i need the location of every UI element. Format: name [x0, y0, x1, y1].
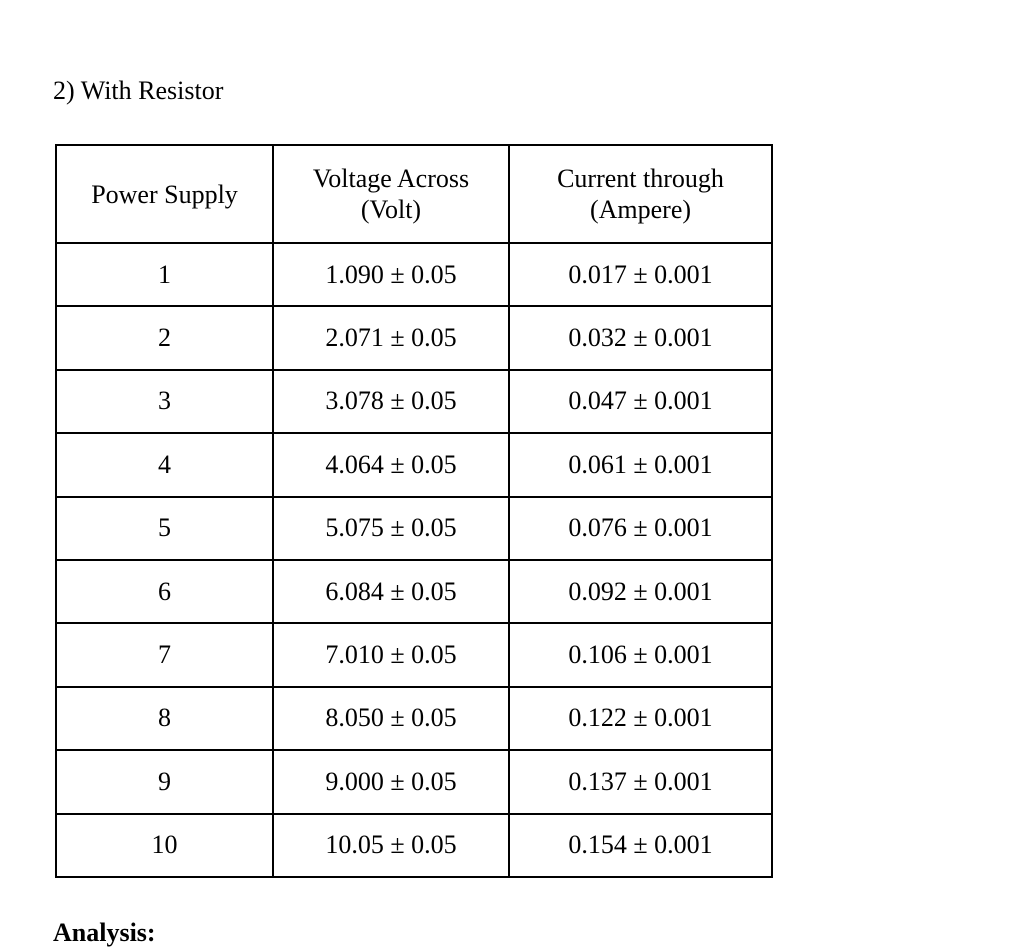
table-header-row — [56, 145, 772, 243]
cell-voltage: 5.075 ± 0.05 — [273, 497, 509, 560]
cell-voltage: 8.050 ± 0.05 — [273, 687, 509, 750]
cell-voltage: 1.090 ± 0.05 — [273, 243, 509, 306]
cell-current: 0.092 ± 0.001 — [509, 560, 772, 623]
header-power-supply — [56, 145, 273, 243]
cell-current: 0.154 ± 0.001 — [509, 814, 772, 877]
header-line: Current through — [557, 164, 724, 193]
table-row — [56, 814, 772, 877]
table-row — [56, 243, 772, 306]
table-row — [56, 306, 772, 369]
table-row — [56, 560, 772, 623]
table-row — [56, 370, 772, 433]
cell-current: 0.106 ± 0.001 — [509, 623, 772, 686]
header-line: Voltage Across — [312, 164, 470, 193]
table-row — [56, 750, 772, 813]
section-title: 2) With Resistor — [53, 76, 224, 105]
cell-voltage: 3.078 ± 0.05 — [273, 370, 509, 433]
cell-voltage: 4.064 ± 0.05 — [273, 433, 509, 496]
header-voltage — [273, 145, 509, 243]
table-row — [56, 623, 772, 686]
header-unit: (Ampere) — [589, 195, 692, 224]
cell-power-supply: 1 — [56, 243, 273, 306]
cell-power-supply: 5 — [56, 497, 273, 560]
cell-voltage: 9.000 ± 0.05 — [273, 750, 509, 813]
cell-current: 0.122 ± 0.001 — [509, 687, 772, 750]
header-unit: (Volt) — [360, 195, 422, 224]
cell-power-supply: 10 — [56, 814, 273, 877]
cell-voltage: 10.05 ± 0.05 — [273, 814, 509, 877]
cell-power-supply: 3 — [56, 370, 273, 433]
header-line: Power Supply — [91, 179, 238, 209]
cell-power-supply: 8 — [56, 687, 273, 750]
measurements-table — [55, 144, 773, 878]
cell-power-supply: 2 — [56, 306, 273, 369]
table-row — [56, 497, 772, 560]
cell-voltage: 2.071 ± 0.05 — [273, 306, 509, 369]
cell-power-supply: 6 — [56, 560, 273, 623]
cell-current: 0.032 ± 0.001 — [509, 306, 772, 369]
analysis-heading: Analysis: — [53, 918, 156, 947]
cell-current: 0.076 ± 0.001 — [509, 497, 772, 560]
header-current — [509, 145, 772, 243]
table-row — [56, 433, 772, 496]
cell-power-supply: 4 — [56, 433, 273, 496]
cell-power-supply: 9 — [56, 750, 273, 813]
cell-voltage: 6.084 ± 0.05 — [273, 560, 509, 623]
cell-voltage: 7.010 ± 0.05 — [273, 623, 509, 686]
cell-current: 0.137 ± 0.001 — [509, 750, 772, 813]
cell-current: 0.061 ± 0.001 — [509, 433, 772, 496]
cell-current: 0.047 ± 0.001 — [509, 370, 772, 433]
cell-current: 0.017 ± 0.001 — [509, 243, 772, 306]
table-row — [56, 687, 772, 750]
cell-power-supply: 7 — [56, 623, 273, 686]
